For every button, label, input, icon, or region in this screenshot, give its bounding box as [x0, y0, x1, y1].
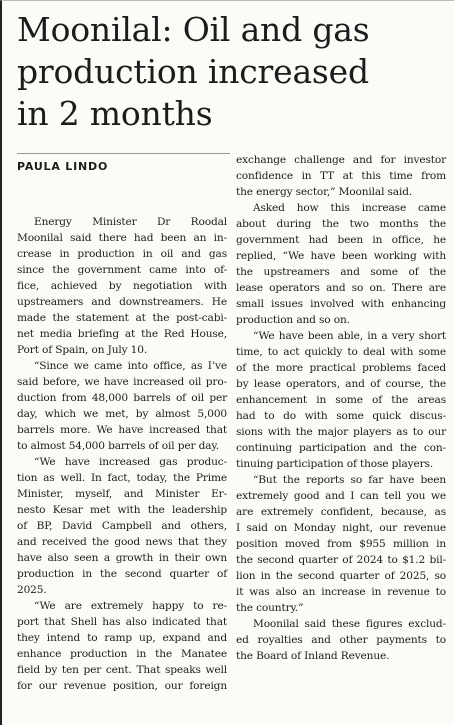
article-line: tion as well. In fact, today, the Prime — [17, 472, 227, 484]
article-line: it was also an increase in revenue to — [236, 586, 446, 598]
article-line: since the government came into of- — [17, 264, 227, 276]
article-line: Energy Minister Dr Roodal — [34, 216, 227, 228]
article-line: Minister, myself, and Minister Er- — [17, 488, 227, 500]
article-line: duction from 48,000 barrels of oil per — [17, 392, 227, 404]
article-line: about during the two months the — [236, 218, 446, 230]
article-line: crease in production in oil and gas — [17, 248, 227, 260]
article-line: tinuing participation of those players. — [236, 458, 434, 470]
article-line: they intend to ramp up, expand and — [17, 632, 227, 644]
article-line: of the more practical problems faced — [236, 362, 446, 374]
article-line: 2025. — [17, 584, 47, 596]
article-line: Moonilal said these figures exclud- — [253, 618, 446, 630]
article-line: day, which we met, by almost 5,000 — [17, 408, 227, 420]
article-line: barrels more. We have increased that — [17, 424, 227, 436]
article-line: by lease operators, and of course, the — [236, 378, 446, 390]
headline-line: Moonilal: Oil and gas — [17, 10, 370, 49]
article-line: Moonilal said there had been an in- — [17, 232, 227, 244]
article-line: continuing participation and the con- — [236, 442, 446, 454]
article-line: port that Shell has also indicated that — [17, 616, 227, 628]
article-line: replied, “We have been working with — [236, 250, 446, 262]
article-line: field by ten per cent. That speaks well — [17, 664, 227, 676]
headline-line: in 2 months — [17, 94, 213, 133]
article-line: upstreamers and downstreamers. He — [17, 296, 227, 308]
article-line: “We have been able, in a very short — [253, 330, 446, 342]
article-line: have also seen a growth in their own — [17, 552, 227, 564]
article-line: extremely good and I can tell you we — [236, 490, 446, 502]
article-line: small issues involved with enhancing — [236, 298, 446, 310]
headline-line: production increased — [17, 52, 369, 91]
article-line: enhance production in the Manatee — [17, 648, 227, 660]
article-line: to almost 54,000 barrels of oil per day. — [17, 440, 220, 452]
article-line: fice, achieved by negotiation with — [17, 280, 227, 292]
article-line: government had been in office, he — [236, 234, 446, 246]
article-line: “Since we came into office, as I’ve — [34, 360, 227, 372]
article-line: position moved from $955 million in — [236, 538, 446, 550]
article-line: “We have increased gas produc- — [34, 456, 227, 468]
article-headline — [17, 9, 447, 135]
article-line: production and so on. — [236, 314, 350, 326]
article-line: the Board of Inland Revenue. — [236, 650, 390, 662]
article-line: sions with the major players as to our — [236, 426, 446, 438]
article-line: and received the good news that they — [17, 536, 227, 548]
article-line: exchange challenge and for investor — [236, 154, 446, 166]
article-line: I said on Monday night, our revenue — [236, 522, 446, 534]
article-line: confidence in TT at this time from — [236, 170, 446, 182]
article-line: Port of Spain, on July 10. — [17, 344, 148, 356]
article-line: “But the reports so far have been — [253, 474, 446, 486]
byline-rule — [17, 153, 230, 154]
byline: PAULA LINDO — [17, 160, 109, 173]
article-line: the energy sector,” Moonilal said. — [236, 186, 413, 198]
article-line: said before, we have increased oil pro- — [17, 376, 227, 388]
article-line: nesto Kesar met with the leadership — [17, 504, 227, 516]
article-line: of BP, David Campbell and others, — [17, 520, 227, 532]
article-line: enhancement in some of the areas — [236, 394, 446, 406]
article-line: are extremely confident, because, as — [236, 506, 446, 518]
article-line: “We are extremely happy to re- — [34, 600, 227, 612]
article-line: net media briefing at the Red House, — [17, 328, 227, 340]
article-line: the second quarter of 2024 to $1.2 bil- — [236, 554, 446, 566]
article-line: production in the second quarter of — [17, 568, 227, 580]
article-line: Asked how this increase came — [253, 202, 446, 214]
article-line: lease operators and so on. There are — [236, 282, 446, 294]
article-line: the country.” — [236, 602, 304, 614]
article-line: lion in the second quarter of 2025, so — [236, 570, 446, 582]
article-line: time, to act quickly to deal with some — [236, 346, 446, 358]
article-line: made the statement at the post-cabi- — [17, 312, 227, 324]
article-line: for our revenue position, our foreign — [17, 680, 227, 692]
article-line: ed royalties and other payments to — [236, 634, 446, 646]
article-line: had to do with some quick discus- — [236, 410, 446, 422]
article-line: the upstreamers and some of the — [236, 266, 446, 278]
